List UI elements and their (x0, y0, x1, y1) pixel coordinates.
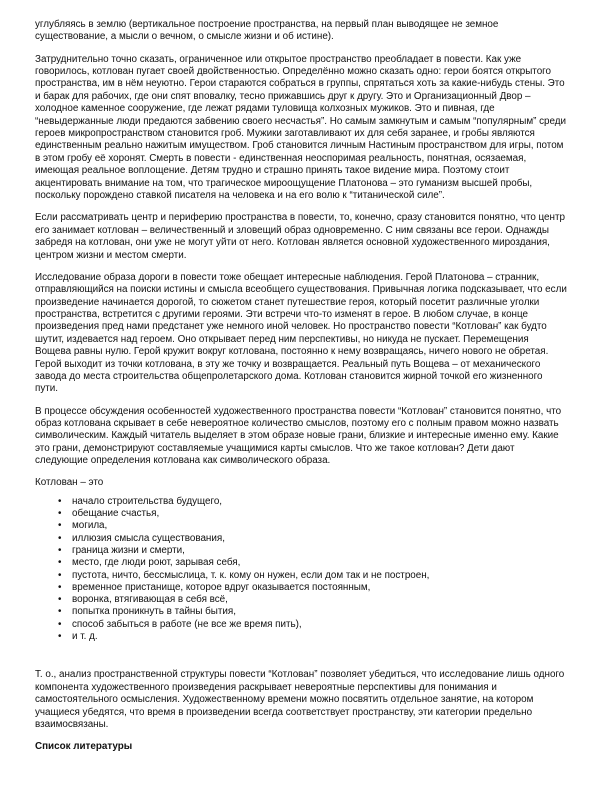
list-item (35, 545, 567, 557)
list-item-text: способ забыться в работе (не все же время пить), (72, 618, 302, 630)
list-item-text: начало строительства будущего, (72, 495, 223, 507)
list-item (35, 619, 567, 631)
list-item (35, 533, 567, 545)
bullet-icon: • (58, 520, 62, 532)
list-item (35, 508, 567, 520)
bullet-icon: • (58, 618, 62, 630)
bullet-icon: • (58, 544, 62, 556)
list-item (35, 606, 567, 618)
bullet-icon: • (58, 569, 62, 581)
list-item (35, 496, 567, 508)
paragraph-3: Если рассматривать центр и периферию пространства в повести, то, конечно, сразу становится понятно, что центр его занимает котлован – величественный и зловещий образ одновременно. С ним связаны все герои. Однажды забредя на котлован, они уже не могут уйти от него. Котлован является основной художественного мироздания, центром жизни и местом смерти. (35, 212, 565, 261)
bullet-icon: • (58, 581, 62, 593)
list-item (35, 582, 567, 594)
paragraph-2: Затруднительно точно сказать, ограниченное или открытое пространство преобладает в повести. Как уже говорилось, котлован пугает своей двойственностью. Определённо можно сказать одно: герои боятся открытого пространства, им в нём неуютно. Герои стараются собраться в группы, спрятаться хоть за какие-нибудь стены. Это и барак для рабочих, где они спят вповалку, тесно прижавшись друг к другу. Это и Организационный Двор – холодное каменное сооружение, где лежат рядами туловища колхозных мужиков. Это и пивная, где “невыдержанные люди предаются забвению своего несчастья”. Но самым замкнутым и самым “популярным” среди героев микропространством становится гроб. Мужики заготавливают их для себя заранее, и гробы являются единственным реально нажитым имуществом. Гроб становится личным Настиным пространством для игры, потом в этом гробу её хоронят. Смерть в повести - единственная неоспоримая реальность, понятная, осязаемая, имеющая реальное воплощение. Детям трудно и страшно принять такое видение мира. Поэтому стоит акцентировать внимание на том, что трагическое мироощущение Платонова – это гуманизм высшей пробы, поскольку порождено ставкой писателя на человека и на его волю к “титанической силе”. (35, 53, 566, 202)
bullet-icon: • (58, 495, 62, 507)
paragraph-5: В процессе обсуждения особенностей художественного пространства повести “Котлован” становится понятно, что образ котлована скрывает в себе невероятное количество смыслов, поэтому его с полным правом можно назвать символическим. Каждый читатель выделяет в этом образе новые грани, близкие и интересные именно ему. Какие это грани, демонстрируют составляемые учащимися карты смыслов. Что же такое котлован? Дети дают следующие определения котлована как символического образа. (35, 405, 562, 467)
list-item-text: воронка, втягивающая в себя всё, (72, 594, 228, 606)
bullet-icon: • (58, 508, 62, 520)
list-item-text: могила, (72, 520, 108, 532)
bullet-icon: • (58, 631, 62, 643)
list-item (35, 594, 567, 606)
list-item-text: граница жизни и смерти, (72, 544, 185, 556)
list-item-text: временное пристанище, которое вдруг оказывается постоянным, (72, 581, 371, 593)
paragraph-1: углубляясь в землю (вертикальное построение пространства, на первый план выводящее не земное существование, а мысли о вечном, о смысле жизни и об истине). (35, 19, 499, 43)
list-item (35, 557, 567, 569)
list-item-text: иллюзия смысла существования, (72, 532, 225, 544)
list-item (35, 570, 567, 582)
list-item-text: обещание счастья, (72, 508, 160, 520)
paragraph-4: Исследование образа дороги в повести тоже обещает интересные наблюдения. Герой Платонова – странник, отправляющийся на поиски истины и смысла всеобщего существования. Привычная логика подсказывает, что если произведение начинается дорогой, то сюжетом станет путешествие героя, который посетит различные уголки пространства, встретится с другими героями. Эти встречи что-то изменят в герое. В любом случае, в конце произведения пред нами предстанет уже немного иной человек. Но пространство повести “Котлован” как будто шутит, издевается над героем. Оно открывает перед ним перспективы, но никуда не пускает. Перемещения Вощева равны нулю. Герой кружит вокруг котлована, постоянно к нему возвращаясь, ничего нового не обретая. Герой выходит из точки котлована, в эту же точку и возвращается. Реальный путь Вощева – от механического завода до места строительства общепролетарского дома. Котлован становится жирной точкой его жизненного пути. (35, 271, 567, 395)
bullet-icon: • (58, 606, 62, 618)
list-intro: Котлован – это (35, 477, 104, 489)
list-item (35, 631, 567, 643)
list-item-text: и т. д. (72, 631, 98, 643)
list-item (35, 520, 567, 532)
bullet-icon: • (58, 557, 62, 569)
definition-list (35, 496, 567, 644)
list-item-text: попытка проникнуть в тайны бытия, (72, 606, 236, 618)
list-item-text: пустота, ничто, бессмыслица, т. к. кому он нужен, если дом так и не построен, (72, 569, 430, 581)
bullet-icon: • (58, 532, 62, 544)
references-heading: Список литературы (35, 741, 133, 753)
bullet-icon: • (58, 594, 62, 606)
conclusion-paragraph: Т. о., анализ пространственной структуры повести “Котлован” позволяет убедиться, что исследование лишь одного компонента художественного произведения раскрывает невероятные перспективы для понимания и самостоятельного осмысления. Художественному времени можно посвятить отдельное занятие, на котором учащиеся убедятся, что время в произведении всегда соответствует пространству, эти категории предельно взаимосвязаны. (35, 669, 565, 730)
list-item-text: место, где люди роют, зарывая себя, (72, 557, 241, 569)
